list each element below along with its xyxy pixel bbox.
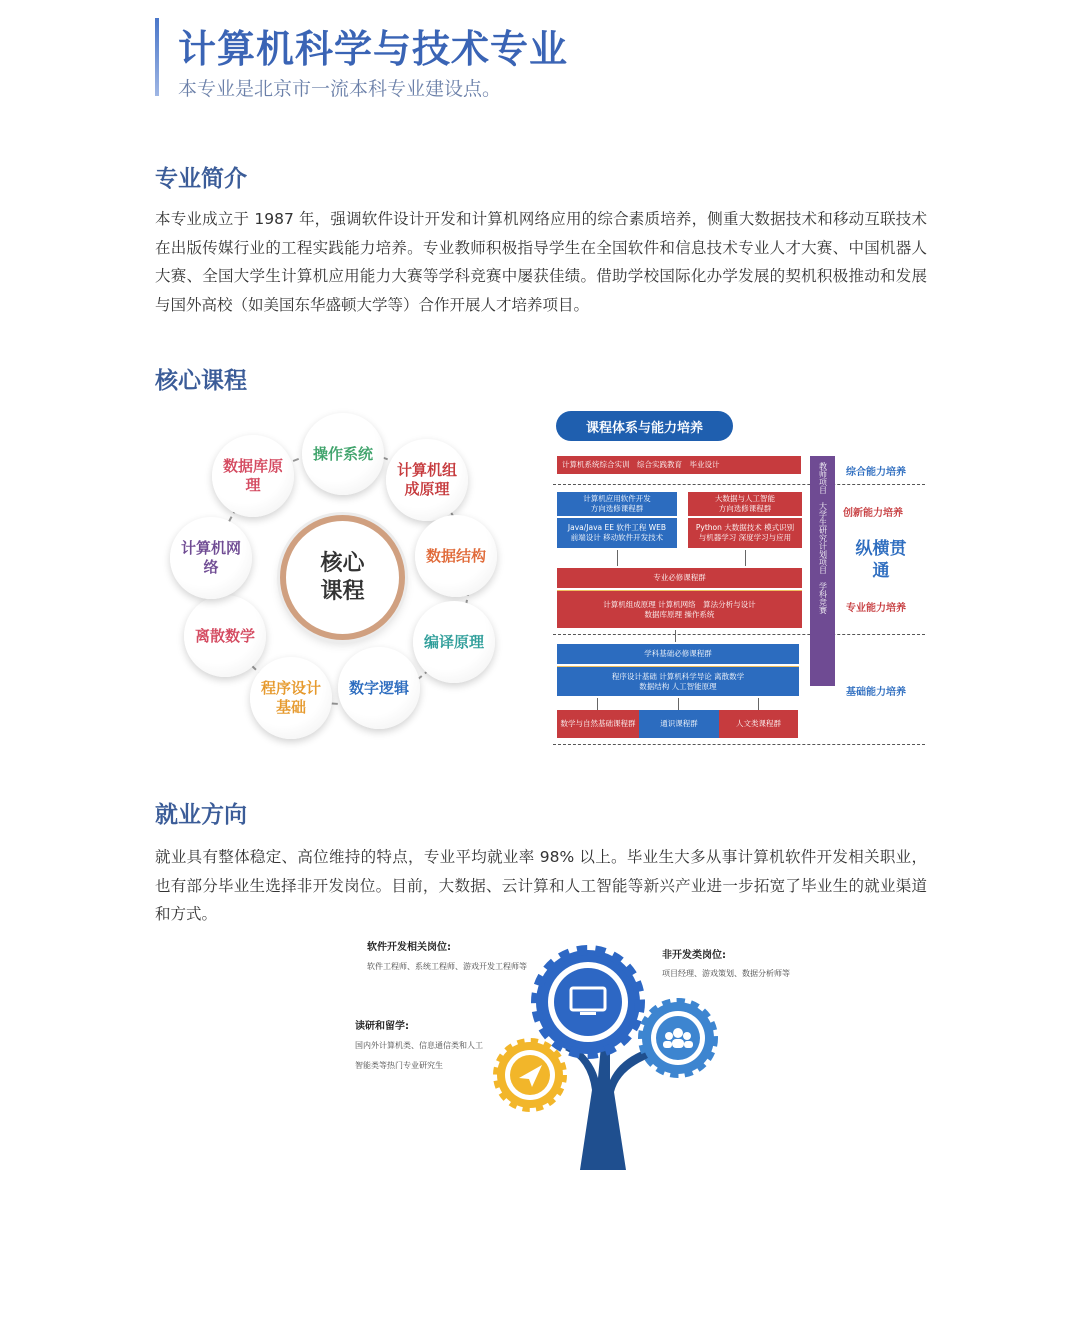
course-node bbox=[386, 439, 468, 521]
course-label: 编译原理 bbox=[423, 632, 484, 651]
curriculum-chart bbox=[553, 408, 928, 753]
course-label: 程序设计基础 bbox=[260, 679, 321, 716]
course-node bbox=[302, 413, 384, 495]
right-elective-body: Python 大数据技术 模式识别 与机器学习 深度学习与应用 bbox=[688, 518, 802, 548]
course-node bbox=[413, 601, 495, 683]
page-title: 计算机科学与技术专业 bbox=[178, 27, 569, 71]
course-label: 数据结构 bbox=[425, 546, 486, 565]
curriculum-title: 课程体系与能力培养 bbox=[556, 411, 733, 441]
arrow-line bbox=[758, 698, 759, 710]
career-tree-illustration bbox=[480, 940, 740, 1170]
software-jobs-title: 软件开发相关岗位: bbox=[367, 942, 451, 953]
nondev-jobs-title: 非开发类岗位: bbox=[662, 950, 726, 961]
section-heading-core: 核心课程 bbox=[155, 368, 247, 394]
course-label: 计算机组成原理 bbox=[396, 461, 457, 498]
required-body: 计算机组成原理 计算机网络 算法分析与设计 数据库原理 操作系统 bbox=[557, 590, 802, 628]
software-jobs-text: 软件工程师、系统工程师、游戏开发工程师等 bbox=[367, 962, 527, 971]
basic-body: 程序设计基础 计算机科学导论 离散数学 数据结构 人工智能原理 bbox=[557, 666, 799, 696]
employment-paragraph: 就业具有整体稳定、高位维持的特点，专业平均就业率 98% 以上。毕业生大多从事计算机软件开发相关职业，也有部分毕业生选择非开发岗位。目前，大数据、云计算和人工智能等新兴产业进一步拓宽了毕业生的就业渠道和方式。 bbox=[155, 848, 927, 923]
arrow-line bbox=[745, 550, 746, 566]
people-gear bbox=[642, 1002, 714, 1074]
arrow-line bbox=[597, 698, 598, 710]
section-heading-intro: 专业简介 bbox=[155, 166, 247, 192]
course-node bbox=[415, 515, 497, 597]
bottom-group-humanities: 人文类课程群 bbox=[719, 710, 798, 738]
left-elective-body: Java/Java EE 软件工程 WEB 前端设计 移动软件开发技术 bbox=[557, 518, 677, 548]
course-node bbox=[338, 647, 420, 729]
right-elective-head: 大数据与人工智能 方向选修课程群 bbox=[688, 492, 802, 516]
monitor-gear bbox=[536, 950, 640, 1054]
course-label: 数字逻辑 bbox=[348, 678, 409, 697]
divider-line bbox=[553, 744, 925, 745]
arrow-line bbox=[675, 630, 676, 642]
course-node bbox=[184, 595, 266, 677]
title-accent-bar bbox=[155, 18, 159, 96]
paper-plane-gear bbox=[497, 1042, 563, 1108]
top-practice-bar: 计算机系统综合实训 综合实践教育 毕业设计 bbox=[557, 456, 801, 474]
course-label: 操作系统 bbox=[312, 444, 373, 463]
intro-paragraph: 本专业成立于 1987 年，强调软件设计开发和计算机网络应用的综合素质培养，侧重大数据技术和移动互联技术在出版传媒行业的工程实践能力培养。专业教师积极指导学生在全国软件和信息技术专业人才大赛、中国机器人大赛、全国大学生计算机应用能力大赛等学科竞赛中屡获佳绩。借助学校国际化办学发展的契机积极推动和发展与国外高校（如美国东华盛顿大学等）合作开展人才培养项目。 bbox=[155, 210, 927, 314]
study-title: 读研和留学: bbox=[355, 1021, 409, 1032]
required-head: 专业必修课程群 bbox=[557, 568, 802, 588]
core-center bbox=[280, 515, 405, 640]
divider-line bbox=[553, 484, 925, 485]
arrow-line bbox=[617, 550, 618, 566]
divider-line bbox=[553, 634, 925, 635]
left-elective-head: 计算机应用软件开发 方向选修课程群 bbox=[557, 492, 677, 516]
basic-head: 学科基础必修课程群 bbox=[557, 644, 799, 664]
integration-label: 纵横贯通 bbox=[855, 539, 907, 581]
nondev-jobs-text: 项目经理、游戏策划、数据分析师等 bbox=[662, 969, 790, 978]
ability-label-innovation: 创新能力培养 bbox=[843, 508, 903, 519]
bottom-group-general: 通识课程群 bbox=[639, 710, 719, 738]
study-text-line-1: 国内外计算机类、信息通信类和人工 bbox=[355, 1041, 483, 1050]
course-label: 计算机网络 bbox=[180, 539, 241, 576]
course-node bbox=[170, 517, 252, 599]
vertical-project-bar bbox=[810, 456, 835, 686]
course-node bbox=[250, 657, 332, 739]
ability-label-basic: 基础能力培养 bbox=[846, 687, 906, 698]
course-label: 离散数学 bbox=[194, 626, 255, 645]
course-node bbox=[212, 435, 294, 517]
course-label: 数据库原理 bbox=[222, 457, 283, 494]
vertical-project-label: 教师项目 大学生研究计划项目 学科竞赛 bbox=[818, 462, 828, 614]
study-text-line-2: 智能类等热门专业研究生 bbox=[355, 1061, 443, 1070]
page-subtitle: 本专业是北京市一流本科专业建设点。 bbox=[178, 78, 502, 100]
core-course-diagram bbox=[170, 405, 515, 750]
core-center-label: 核心课程 bbox=[320, 550, 365, 604]
section-heading-employment: 就业方向 bbox=[155, 802, 247, 828]
ability-label-professional: 专业能力培养 bbox=[846, 603, 906, 614]
bottom-group-math: 数学与自然基础课程群 bbox=[557, 710, 639, 738]
arrow-line bbox=[678, 698, 679, 710]
ability-label-comprehensive: 综合能力培养 bbox=[846, 467, 906, 478]
